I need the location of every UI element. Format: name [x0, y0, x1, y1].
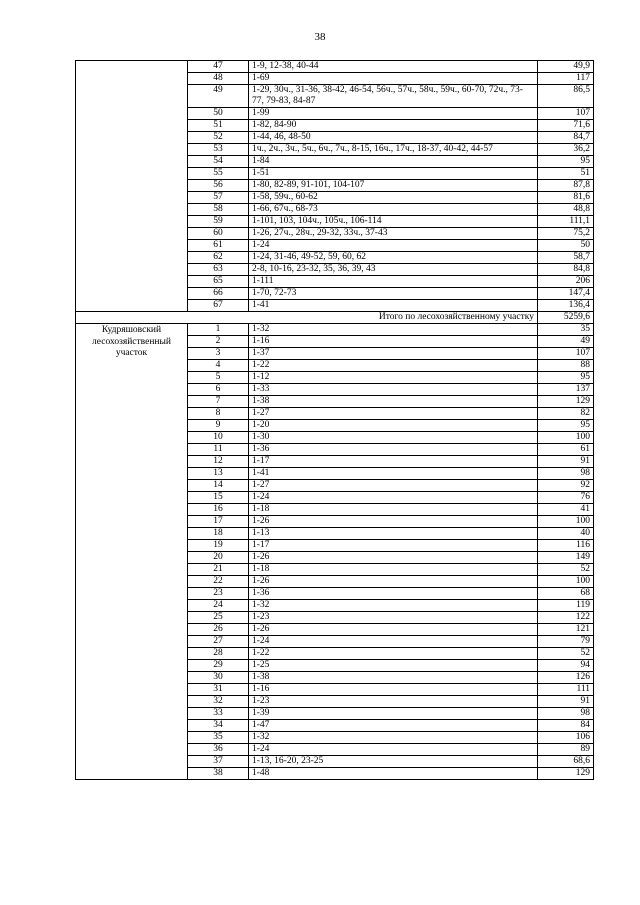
- plot-numbers: 2-8, 10-16, 23-32, 35, 36, 39, 43: [249, 264, 538, 276]
- area-value: 61: [538, 444, 594, 456]
- quarter-number: 4: [188, 360, 249, 372]
- area-value: 107: [538, 108, 594, 120]
- area-value: 100: [538, 432, 594, 444]
- plot-numbers: 1-51: [249, 168, 538, 180]
- plot-numbers: 1-99: [249, 108, 538, 120]
- area-value: 50: [538, 240, 594, 252]
- total-row: [76, 312, 594, 324]
- plot-numbers: 1-69: [249, 73, 538, 85]
- area-value: 82: [538, 408, 594, 420]
- quarter-number: 65: [188, 276, 249, 288]
- quarter-number: 8: [188, 408, 249, 420]
- area-value: 206: [538, 276, 594, 288]
- quarter-number: 58: [188, 204, 249, 216]
- total-value: 5259,6: [538, 312, 594, 324]
- plot-numbers: 1-20: [249, 420, 538, 432]
- area-value: 100: [538, 516, 594, 528]
- plot-numbers: 1-26: [249, 552, 538, 564]
- plot-numbers: 1-38: [249, 396, 538, 408]
- quarter-number: 15: [188, 492, 249, 504]
- quarter-number: 11: [188, 444, 249, 456]
- quarter-number: 35: [188, 732, 249, 744]
- quarter-number: 22: [188, 576, 249, 588]
- quarter-number: 10: [188, 432, 249, 444]
- plot-numbers: 1-26, 27ч., 28ч., 29-32, 33ч., 37-43: [249, 228, 538, 240]
- area-value: 122: [538, 612, 594, 624]
- area-value: 86,5: [538, 85, 594, 108]
- area-value: 91: [538, 696, 594, 708]
- area-value: 147,4: [538, 288, 594, 300]
- plot-numbers: 1-24: [249, 240, 538, 252]
- plot-numbers: 1-18: [249, 564, 538, 576]
- plot-numbers: 1-70, 72-73: [249, 288, 538, 300]
- quarter-number: 18: [188, 528, 249, 540]
- site-name: Кудряшовский лесохозяйственный участок: [76, 324, 188, 780]
- plot-numbers: 1-13, 16-20, 23-25: [249, 756, 538, 768]
- area-value: 48,8: [538, 204, 594, 216]
- quarter-number: 48: [188, 73, 249, 85]
- quarter-number: 21: [188, 564, 249, 576]
- quarter-number: 33: [188, 708, 249, 720]
- area-value: 68,6: [538, 756, 594, 768]
- quarter-number: 9: [188, 420, 249, 432]
- plot-numbers: 1-26: [249, 624, 538, 636]
- plot-numbers: 1-38: [249, 672, 538, 684]
- area-value: 111: [538, 684, 594, 696]
- quarter-number: 7: [188, 396, 249, 408]
- area-value: 52: [538, 648, 594, 660]
- plot-numbers: 1-12: [249, 372, 538, 384]
- area-value: 68: [538, 588, 594, 600]
- area-value: 117: [538, 73, 594, 85]
- plot-numbers: 1-33: [249, 384, 538, 396]
- quarter-number: 30: [188, 672, 249, 684]
- quarter-number: 36: [188, 744, 249, 756]
- quarter-number: 17: [188, 516, 249, 528]
- table-body: [76, 61, 594, 780]
- area-value: 126: [538, 672, 594, 684]
- quarter-number: 3: [188, 348, 249, 360]
- area-value: 36,2: [538, 144, 594, 156]
- plot-numbers: 1-17: [249, 456, 538, 468]
- plot-numbers: 1-24, 31-46, 49-52, 59, 60, 62: [249, 252, 538, 264]
- quarter-number: 54: [188, 156, 249, 168]
- area-value: 88: [538, 360, 594, 372]
- area-value: 49,9: [538, 61, 594, 73]
- area-value: 95: [538, 372, 594, 384]
- plot-numbers: 1-29, 30ч., 31-36, 38-42, 46-54, 56ч., 57ч., 58ч., 59ч., 60-70, 72ч., 73-77, 79-83, 84-87: [249, 85, 538, 108]
- quarter-number: 61: [188, 240, 249, 252]
- quarter-number: 34: [188, 720, 249, 732]
- table-row: [76, 61, 594, 73]
- area-value: 58,7: [538, 252, 594, 264]
- plot-numbers: 1-24: [249, 744, 538, 756]
- plot-numbers: 1-27: [249, 480, 538, 492]
- area-value: 129: [538, 768, 594, 780]
- quarter-number: 24: [188, 600, 249, 612]
- quarter-number: 55: [188, 168, 249, 180]
- area-value: 87,8: [538, 180, 594, 192]
- plot-numbers: 1-84: [249, 156, 538, 168]
- plot-numbers: 1-44, 46, 48-50: [249, 132, 538, 144]
- plot-numbers: 1-111: [249, 276, 538, 288]
- plot-numbers: 1-48: [249, 768, 538, 780]
- area-value: 136,4: [538, 300, 594, 312]
- quarter-number: 60: [188, 228, 249, 240]
- area-value: 91: [538, 456, 594, 468]
- quarter-number: 38: [188, 768, 249, 780]
- area-value: 95: [538, 420, 594, 432]
- area-value: 84: [538, 720, 594, 732]
- area-value: 51: [538, 168, 594, 180]
- area-value: 121: [538, 624, 594, 636]
- plot-numbers: 1-36: [249, 588, 538, 600]
- plot-numbers: 1ч., 2ч., 3ч., 5ч., 6ч., 7ч., 8-15, 16ч., 17ч., 18-37, 40-42, 44-57: [249, 144, 538, 156]
- plot-numbers: 1-80, 82-89, 91-101, 104-107: [249, 180, 538, 192]
- area-value: 94: [538, 660, 594, 672]
- area-value: 71,6: [538, 120, 594, 132]
- area-value: 79: [538, 636, 594, 648]
- page-number: 38: [314, 31, 326, 43]
- plot-numbers: 1-26: [249, 516, 538, 528]
- plot-numbers: 1-101, 103, 104ч., 105ч., 106-114: [249, 216, 538, 228]
- quarter-number: 59: [188, 216, 249, 228]
- quarter-number: 50: [188, 108, 249, 120]
- total-label: Итого по лесохозяйственному участку: [76, 312, 538, 324]
- quarter-number: 25: [188, 612, 249, 624]
- plot-numbers: 1-58, 59ч., 60-62: [249, 192, 538, 204]
- plot-numbers: 1-16: [249, 336, 538, 348]
- area-value: 75,2: [538, 228, 594, 240]
- area-value: 41: [538, 504, 594, 516]
- quarter-number: 47: [188, 61, 249, 73]
- plot-numbers: 1-41: [249, 300, 538, 312]
- quarter-number: 63: [188, 264, 249, 276]
- plot-numbers: 1-37: [249, 348, 538, 360]
- plot-numbers: 1-30: [249, 432, 538, 444]
- quarter-number: 1: [188, 324, 249, 336]
- area-value: 129: [538, 396, 594, 408]
- area-value: 106: [538, 732, 594, 744]
- area-value: 149: [538, 552, 594, 564]
- area-value: 111,1: [538, 216, 594, 228]
- plot-numbers: 1-41: [249, 468, 538, 480]
- area-value: 95: [538, 156, 594, 168]
- site-cell-empty: [76, 61, 188, 312]
- plot-numbers: 1-32: [249, 324, 538, 336]
- quarter-number: 62: [188, 252, 249, 264]
- quarter-number: 28: [188, 648, 249, 660]
- quarter-number: 32: [188, 696, 249, 708]
- forest-quarters-table: [75, 60, 594, 780]
- plot-numbers: 1-66, 67ч., 68-73: [249, 204, 538, 216]
- plot-numbers: 1-27: [249, 408, 538, 420]
- quarter-number: 23: [188, 588, 249, 600]
- plot-numbers: 1-23: [249, 612, 538, 624]
- plot-numbers: 1-13: [249, 528, 538, 540]
- area-value: 92: [538, 480, 594, 492]
- quarter-number: 5: [188, 372, 249, 384]
- plot-numbers: 1-17: [249, 540, 538, 552]
- quarter-number: 26: [188, 624, 249, 636]
- plot-numbers: 1-32: [249, 732, 538, 744]
- area-value: 49: [538, 336, 594, 348]
- area-value: 35: [538, 324, 594, 336]
- quarter-number: 56: [188, 180, 249, 192]
- plot-numbers: 1-24: [249, 636, 538, 648]
- quarter-number: 51: [188, 120, 249, 132]
- quarter-number: 52: [188, 132, 249, 144]
- plot-numbers: 1-47: [249, 720, 538, 732]
- quarter-number: 29: [188, 660, 249, 672]
- quarter-number: 37: [188, 756, 249, 768]
- quarter-number: 49: [188, 85, 249, 108]
- quarter-number: 19: [188, 540, 249, 552]
- plot-numbers: 1-36: [249, 444, 538, 456]
- quarter-number: 12: [188, 456, 249, 468]
- plot-numbers: 1-82, 84-90: [249, 120, 538, 132]
- area-value: 98: [538, 708, 594, 720]
- table-row: [76, 324, 594, 336]
- plot-numbers: 1-26: [249, 576, 538, 588]
- plot-numbers: 1-22: [249, 360, 538, 372]
- area-value: 76: [538, 492, 594, 504]
- quarter-number: 31: [188, 684, 249, 696]
- plot-numbers: 1-39: [249, 708, 538, 720]
- area-value: 84,7: [538, 132, 594, 144]
- plot-numbers: 1-16: [249, 684, 538, 696]
- quarter-number: 14: [188, 480, 249, 492]
- area-value: 52: [538, 564, 594, 576]
- quarter-number: 57: [188, 192, 249, 204]
- quarter-number: 13: [188, 468, 249, 480]
- area-value: 40: [538, 528, 594, 540]
- quarter-number: 67: [188, 300, 249, 312]
- plot-numbers: 1-24: [249, 492, 538, 504]
- quarter-number: 6: [188, 384, 249, 396]
- area-value: 84,8: [538, 264, 594, 276]
- quarter-number: 66: [188, 288, 249, 300]
- quarter-number: 27: [188, 636, 249, 648]
- plot-numbers: 1-9, 12-38, 40-44: [249, 61, 538, 73]
- area-value: 119: [538, 600, 594, 612]
- quarter-number: 20: [188, 552, 249, 564]
- area-value: 81,6: [538, 192, 594, 204]
- area-value: 100: [538, 576, 594, 588]
- plot-numbers: 1-22: [249, 648, 538, 660]
- plot-numbers: 1-18: [249, 504, 538, 516]
- quarter-number: 53: [188, 144, 249, 156]
- area-value: 98: [538, 468, 594, 480]
- area-value: 137: [538, 384, 594, 396]
- plot-numbers: 1-23: [249, 696, 538, 708]
- plot-numbers: 1-25: [249, 660, 538, 672]
- plot-numbers: 1-32: [249, 600, 538, 612]
- quarter-number: 2: [188, 336, 249, 348]
- area-value: 107: [538, 348, 594, 360]
- area-value: 89: [538, 744, 594, 756]
- area-value: 116: [538, 540, 594, 552]
- quarter-number: 16: [188, 504, 249, 516]
